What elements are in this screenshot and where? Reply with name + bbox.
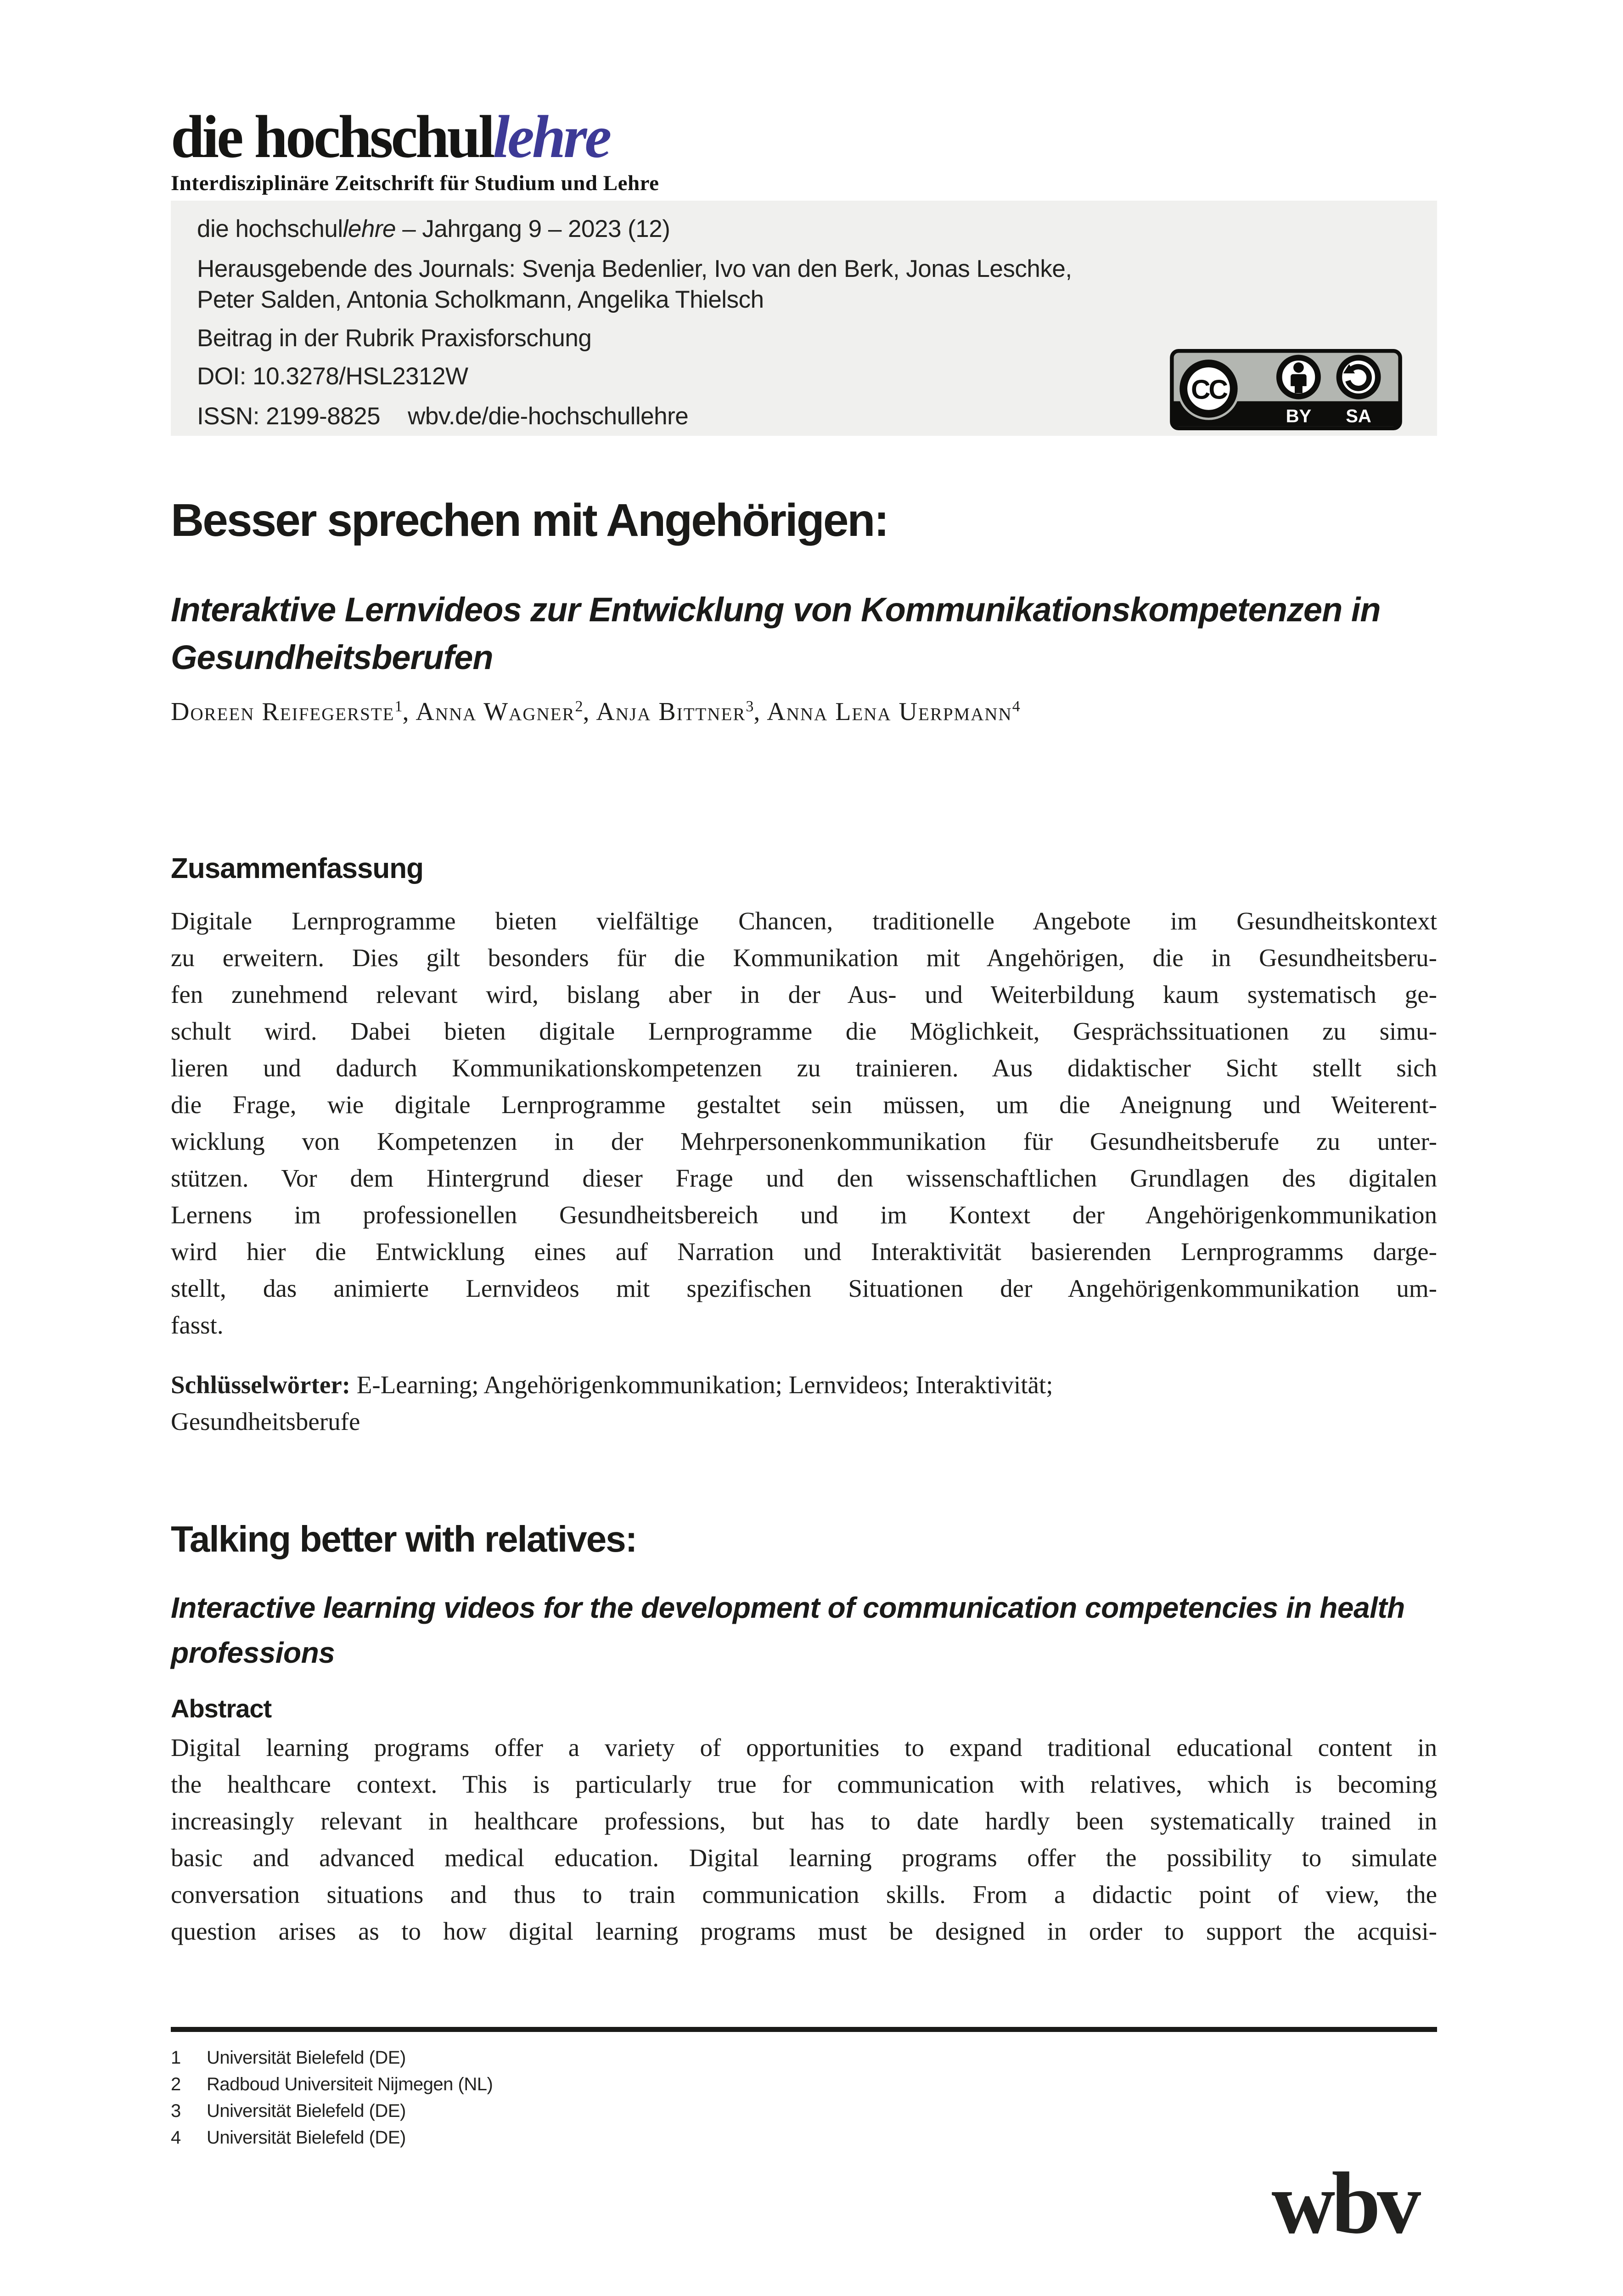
- text-line: Digital learning programs offer a variety of opportunities to expand traditional educational content in: [171, 1733, 1437, 1761]
- text-line: Herausgebende des Journals: Svenja Bedenlier, Ivo van den Berk, Jonas Leschke,: [197, 255, 1072, 282]
- cc-by-sa-badge-graphic: [1170, 349, 1402, 430]
- journal-logo-wordmark: [171, 103, 659, 170]
- journal-logo: [171, 103, 659, 196]
- article-subtitle-de: [171, 586, 1437, 681]
- text-line: question arises as to how digital learning programs must be designed in order to support the acquisi-: [171, 1917, 1437, 1945]
- keywords-line-2: [171, 1403, 1437, 1440]
- text-line: stellt, das animierte Lernvideos mit spezifischen Situationen der Angehörigenkommunikation um-: [171, 1274, 1437, 1302]
- journal-editors: [197, 253, 1437, 315]
- issue-line: [197, 214, 1437, 244]
- sa-label: SA: [1346, 406, 1371, 427]
- footnote-list: [171, 2044, 1437, 2151]
- author: Anja Bittner$^3$: [596, 698, 754, 726]
- article-title-de: Besser sprechen mit Angehörigen:: [171, 495, 888, 546]
- text-line: basic and advanced medical education. Digital learning programs offer the possibility to simulate: [171, 1844, 1437, 1872]
- author: Doreen Reifegerste$^1$: [171, 698, 403, 726]
- footnote-number: 2: [171, 2074, 181, 2094]
- affiliation-ref: 4: [1012, 698, 1020, 715]
- footnote-number: 3: [171, 2101, 181, 2121]
- footnote: [171, 2098, 1437, 2124]
- author: Anna Wagner$^2$: [416, 698, 583, 726]
- journal-logo-subtitle: Interdisziplinäre Zeitschrift für Studium und Lehre: [171, 171, 659, 195]
- text-line: lieren und dadurch Kommunikationskompetenzen zu trainieren. Aus didaktischer Sicht stellt sich: [171, 1054, 1437, 1082]
- footnote-text: Radboud Universiteit Nijmegen (NL): [207, 2074, 493, 2094]
- text-line: professions: [171, 1636, 335, 1669]
- footnote-number: 1: [171, 2048, 181, 2068]
- wbv-publisher-logo: wbv: [1271, 2154, 1417, 2252]
- text-line: wird hier die Entwicklung eines auf Narration und Interaktivität basierenden Lernprogramms darge-: [171, 1238, 1437, 1266]
- text-line: stützen. Vor dem Hintergrund dieser Frage und den wissenschaftlichen Grundlagen des digitalen: [171, 1164, 1437, 1192]
- text-line: Lernens im professionellen Gesundheitsbereich und im Kontext der Angehörigenkommunikation: [171, 1201, 1437, 1229]
- text-line: Digitale Lernprogramme bieten vielfältige Chancen, traditionelle Angebote im Gesundheitskontext: [171, 907, 1437, 935]
- by-label: BY: [1286, 406, 1312, 427]
- text-line: Gesundheitsberufen: [171, 638, 493, 676]
- keywords-label: Schlüsselwörter:: [171, 1371, 351, 1399]
- keywords-values-2: Gesundheitsberufe: [171, 1407, 360, 1435]
- text-line: zu erweitern. Dies gilt besonders für die Kommunikation mit Angehörigen, die in Gesundheitsberu-: [171, 944, 1437, 972]
- journal-issn: ISSN: 2199-8825: [197, 403, 381, 430]
- abstract-en-text: [171, 1729, 1437, 1950]
- text-line: the healthcare context. This is particularly true for communication with relatives, which is becoming: [171, 1770, 1437, 1798]
- footnote-text: Universität Bielefeld (DE): [207, 2048, 406, 2068]
- article-doi: DOI: 10.3278/HSL2312W: [197, 363, 468, 390]
- affiliation-ref: 1: [394, 698, 403, 715]
- article-rubric: Beitrag in der Rubrik Praxisforschung: [197, 325, 592, 352]
- text-line: Interaktive Lernvideos zur Entwicklung von Kommunikationskompetenzen in: [171, 591, 1381, 629]
- cc-letters: CC: [1191, 374, 1226, 405]
- affiliation-ref: 2: [575, 698, 583, 715]
- article-title-en: Talking better with relatives:: [171, 1519, 637, 1559]
- text-line: schult wird. Dabei bieten digitale Lernprogramme die Möglichkeit, Gesprächssituationen zu simu-: [171, 1017, 1437, 1045]
- text-line: fasst.: [171, 1311, 224, 1339]
- author: Anna Lena Uerpmann$^4$: [767, 698, 1020, 726]
- text-line: die Frage, wie digitale Lernprogramme gestaltet sein müssen, um die Aneignung und Weiterent-: [171, 1091, 1437, 1119]
- section-heading-abstract: Abstract: [171, 1694, 272, 1723]
- journal-logo-accent: lehre: [493, 103, 610, 170]
- issue-volume-info: – Jahrgang 9 – 2023 (12): [395, 215, 670, 242]
- footnote-number: 4: [171, 2127, 181, 2148]
- text-line: fen zunehmend relevant wird, bislang aber in der Aus- und Weiterbildung kaum systematisch ge-: [171, 980, 1437, 1008]
- abstract-de-text: [171, 903, 1437, 1344]
- text-line: Peter Salden, Antonia Scholkmann, Angelika Thielsch: [197, 286, 764, 313]
- footnote-text: Universität Bielefeld (DE): [207, 2101, 406, 2121]
- footnote: [171, 2044, 1437, 2071]
- text-line: increasingly relevant in healthcare professions, but has to date hardly been systematically trained in: [171, 1807, 1437, 1835]
- text-line: wicklung von Kompetenzen in der Mehrpersonenkommunikation für Gesundheitsberufe zu unter-: [171, 1127, 1437, 1155]
- text-line: conversation situations and thus to train communication skills. From a didactic point of view, the: [171, 1880, 1437, 1908]
- section-heading-zusammenfassung: Zusammenfassung: [171, 853, 424, 884]
- journal-logo-prefix: die hochschul: [171, 103, 493, 170]
- keywords-values-1: E-Learning; Angehörigenkommunikation; Lernvideos; Interaktivität;: [356, 1371, 1053, 1399]
- cc-by-sa-badge: [1170, 349, 1402, 430]
- article-subtitle-en: [171, 1585, 1437, 1675]
- footnote: [171, 2071, 1437, 2098]
- affiliation-ref: 3: [746, 698, 754, 715]
- footnote: [171, 2124, 1437, 2151]
- footnote-text: Universität Bielefeld (DE): [207, 2127, 406, 2148]
- keywords-block: [171, 1367, 1437, 1440]
- issue-journal-prefix: die hochschul: [197, 215, 343, 242]
- text-line: Interactive learning videos for the development of communication competencies in health: [171, 1591, 1405, 1624]
- journal-website: wbv.de/die-hochschullehre: [408, 403, 689, 430]
- keywords-line-1: [171, 1367, 1437, 1403]
- footnote-divider: [171, 2027, 1437, 2032]
- author-list: Doreen Reifegerste$^1$, Anna Wagner$^2$, Anja Bittner$^3$, Anna Lena Uerpmann$^4$: [171, 698, 1020, 726]
- person-head: [1293, 362, 1304, 373]
- issue-journal-accent: lehre: [343, 215, 396, 242]
